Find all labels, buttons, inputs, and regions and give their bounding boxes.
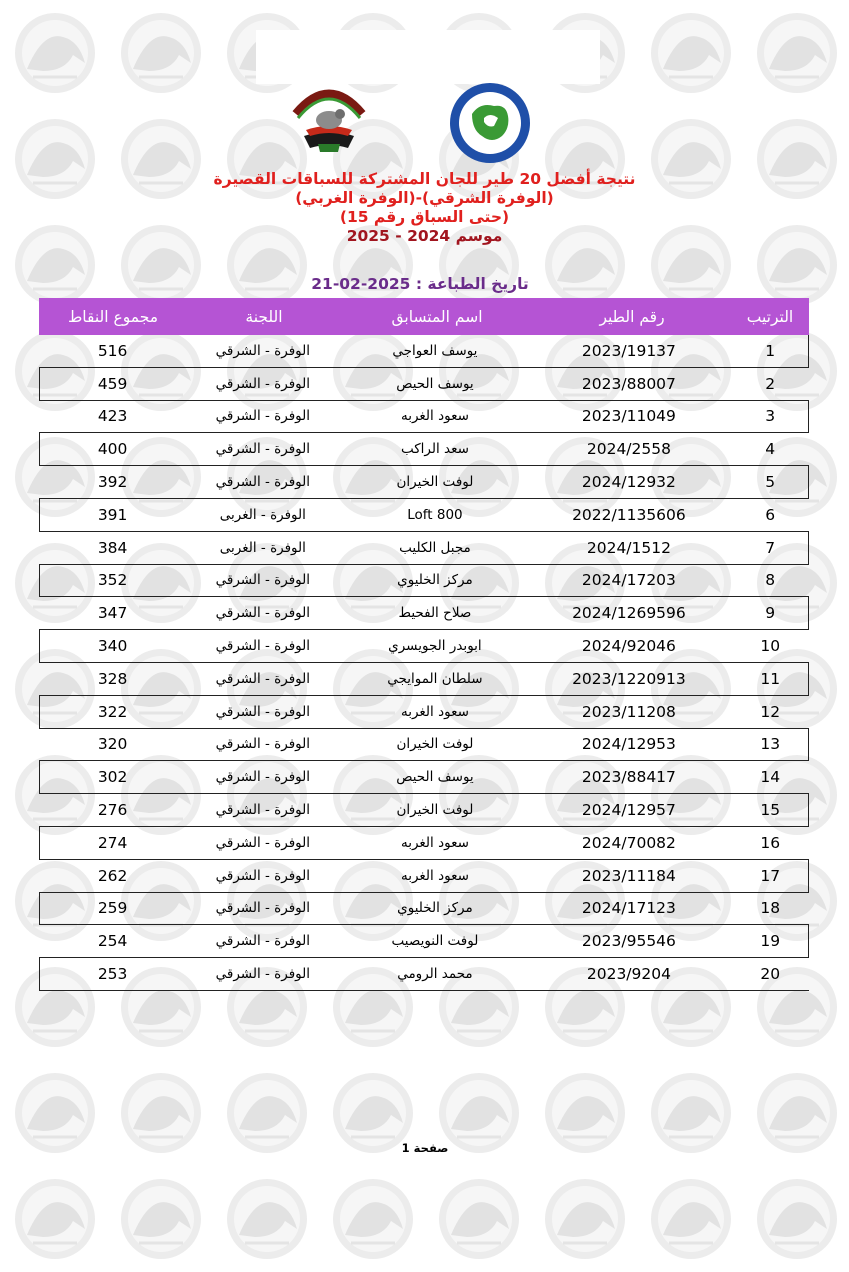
table-body	[39, 335, 809, 991]
cell-total-points: 384	[97, 538, 128, 557]
cell-committee: الوفرة - الشرقي	[215, 802, 310, 819]
cell-rank: 3	[765, 407, 776, 426]
table-row	[39, 860, 809, 893]
row-border	[808, 401, 809, 433]
cell-total-points: 253	[97, 965, 128, 984]
cell-ring-number: 2024/12957	[581, 801, 676, 820]
header-ring: رقم الطير	[599, 307, 665, 326]
row-border	[808, 729, 809, 761]
cell-rank: 19	[760, 932, 781, 951]
kuwait-federation-racing-pigeons-logo	[446, 80, 534, 166]
row-border	[39, 433, 40, 465]
title-line-1: نتيجة أفضل 20 طير للجان المشتركة للسباقات القصيرة	[213, 170, 636, 188]
table-row	[39, 532, 809, 565]
cell-total-points: 347	[97, 604, 128, 623]
print-date: تاريخ الطباعة : 2025-02-21	[311, 275, 529, 293]
kuwait-pigeon-club-logo	[288, 78, 370, 158]
cell-competitor-name: لوفت الخيران	[396, 802, 474, 819]
cell-committee: الوفرة - الشرقي	[215, 375, 310, 392]
cell-total-points: 423	[97, 407, 128, 426]
row-border	[39, 761, 40, 793]
cell-ring-number: 2024/70082	[581, 833, 676, 852]
cell-ring-number: 2023/88417	[581, 768, 676, 787]
row-border	[808, 860, 809, 892]
cell-committee: الوفرة - الشرقي	[215, 933, 310, 950]
cell-committee: الوفرة - الغربى	[219, 539, 306, 556]
cell-total-points: 320	[97, 735, 128, 754]
row-border	[808, 663, 809, 695]
cell-competitor-name: صلاح الفحيط	[398, 605, 472, 622]
header-name: اسم المتسابق	[391, 307, 483, 326]
table-row	[39, 368, 809, 401]
cell-total-points: 340	[97, 637, 128, 656]
table-row	[39, 335, 809, 368]
cell-rank: 4	[765, 440, 776, 459]
cell-total-points: 274	[97, 833, 128, 852]
cell-competitor-name: محمد الرومي	[397, 966, 473, 983]
cell-competitor-name: يوسف الحيص	[396, 769, 474, 786]
cell-rank: 13	[760, 735, 781, 754]
cell-rank: 8	[765, 571, 776, 590]
blank-header-box	[256, 30, 600, 84]
row-border	[39, 630, 40, 662]
row-border	[39, 958, 40, 990]
cell-total-points: 262	[97, 866, 128, 885]
row-border	[808, 794, 809, 826]
cell-competitor-name: لوفت النويصيب	[391, 933, 479, 950]
cell-committee: الوفرة - الشرقي	[215, 834, 310, 851]
cell-rank: 18	[760, 899, 781, 918]
cell-rank: 11	[760, 669, 781, 688]
cell-committee: الوفرة - الشرقي	[215, 638, 310, 655]
cell-ring-number: 2023/95546	[581, 932, 676, 951]
cell-committee: الوفرة - الشرقي	[215, 703, 310, 720]
table-row	[39, 663, 809, 696]
cell-competitor-name: سعود الغربه	[400, 408, 469, 425]
cell-ring-number: 2023/1220913	[572, 669, 686, 688]
table-row	[39, 761, 809, 794]
table-row	[39, 729, 809, 762]
table-row	[39, 696, 809, 729]
table-row	[39, 630, 809, 663]
table-row	[39, 958, 809, 991]
cell-rank: 17	[760, 866, 781, 885]
cell-competitor-name: يوسف العواجي	[392, 342, 478, 359]
table-row	[39, 597, 809, 630]
cell-total-points: 391	[97, 505, 128, 524]
cell-ring-number: 2024/1512	[586, 538, 671, 557]
cell-committee: الوفرة - الشرقي	[215, 572, 310, 589]
cell-committee: الوفرة - الشرقي	[215, 900, 310, 917]
cell-competitor-name: سعود الغربه	[400, 834, 469, 851]
cell-rank: 7	[765, 538, 776, 557]
cell-rank: 15	[760, 801, 781, 820]
cell-total-points: 352	[97, 571, 128, 590]
row-border	[39, 368, 40, 400]
cell-rank: 2	[765, 374, 776, 393]
cell-committee: الوفرة - الشرقي	[215, 670, 310, 687]
cell-ring-number: 2024/12953	[581, 735, 676, 754]
cell-ring-number: 2023/11049	[581, 407, 676, 426]
table-row	[39, 794, 809, 827]
cell-competitor-name: سعود الغربه	[400, 703, 469, 720]
cell-total-points: 328	[97, 669, 128, 688]
cell-committee: الوفرة - الشرقي	[215, 474, 310, 491]
cell-competitor-name: سعود الغربه	[400, 867, 469, 884]
cell-committee: الوفرة - الشرقي	[215, 966, 310, 983]
cell-rank: 6	[765, 505, 776, 524]
cell-ring-number: 2024/92046	[581, 637, 676, 656]
cell-ring-number: 2023/11208	[581, 702, 676, 721]
cell-rank: 12	[760, 702, 781, 721]
cell-rank: 5	[765, 473, 776, 492]
cell-rank: 14	[760, 768, 781, 787]
cell-ring-number: 2024/17203	[581, 571, 676, 590]
cell-ring-number: 2023/11184	[581, 866, 676, 885]
cell-competitor-name: ابوبدر الجويسري	[388, 638, 482, 655]
header-committee: اللجنة	[245, 307, 283, 326]
cell-ring-number: 2024/17123	[581, 899, 676, 918]
row-border	[39, 696, 40, 728]
table-row	[39, 499, 809, 532]
cell-ring-number: 2024/12932	[581, 473, 676, 492]
cell-total-points: 259	[97, 899, 128, 918]
row-border	[808, 466, 809, 498]
season-line: موسم 2024 - 2025	[346, 227, 503, 245]
cell-competitor-name: سلطان الموايجي	[387, 670, 483, 687]
row-border	[39, 827, 40, 859]
cell-competitor-name: Loft 800	[407, 506, 463, 523]
cell-total-points: 459	[97, 374, 128, 393]
row-border	[808, 532, 809, 564]
cell-committee: الوفرة - الشرقي	[215, 408, 310, 425]
table-header-row	[39, 298, 809, 335]
title-line-3: (حتى السباق رقم 15)	[339, 208, 510, 226]
table-row	[39, 466, 809, 499]
table-row	[39, 893, 809, 926]
page-number: صفحة 1	[401, 1141, 449, 1155]
cell-rank: 1	[765, 341, 776, 360]
cell-ring-number: 2024/2558	[586, 440, 671, 459]
row-border	[39, 565, 40, 597]
cell-competitor-name: مركز الخليوي	[397, 572, 473, 589]
cell-total-points: 254	[97, 932, 128, 951]
cell-rank: 9	[765, 604, 776, 623]
cell-rank: 10	[760, 637, 781, 656]
cell-total-points: 322	[97, 702, 128, 721]
row-border	[808, 925, 809, 957]
cell-total-points: 400	[97, 440, 128, 459]
cell-competitor-name: لوفت الخيران	[396, 474, 474, 491]
table-row	[39, 565, 809, 598]
row-border	[808, 335, 809, 367]
cell-committee: الوفرة - الشرقي	[215, 441, 310, 458]
cell-total-points: 276	[97, 801, 128, 820]
cell-committee: الوفرة - الشرقي	[215, 605, 310, 622]
cell-ring-number: 2023/88007	[581, 374, 676, 393]
cell-total-points: 392	[97, 473, 128, 492]
cell-rank: 16	[760, 833, 781, 852]
cell-competitor-name: يوسف الحيص	[396, 375, 474, 392]
row-border	[39, 499, 40, 531]
cell-committee: الوفرة - الغربى	[219, 506, 306, 523]
cell-ring-number: 2023/19137	[581, 341, 676, 360]
cell-total-points: 516	[97, 341, 128, 360]
title-line-2: (الوفرة الشرقي)-(الوفرة الغربي)	[295, 189, 554, 207]
cell-total-points: 302	[97, 768, 128, 787]
row-border	[39, 893, 40, 925]
row-border	[808, 597, 809, 629]
cell-ring-number: 2022/1135606	[572, 505, 686, 524]
cell-competitor-name: سعد الراكب	[400, 441, 469, 458]
table-row	[39, 925, 809, 958]
cell-ring-number: 2023/9204	[586, 965, 671, 984]
cell-competitor-name: مركز الخليوي	[397, 900, 473, 917]
cell-competitor-name: لوفت الخيران	[396, 736, 474, 753]
table-row	[39, 433, 809, 466]
document-titles	[0, 170, 849, 246]
table-row	[39, 401, 809, 434]
cell-committee: الوفرة - الشرقي	[215, 867, 310, 884]
cell-competitor-name: مجبل الكليب	[399, 539, 471, 556]
cell-committee: الوفرة - الشرقي	[215, 769, 310, 786]
header-points: مجموع النقاط	[67, 307, 159, 326]
results-table	[39, 298, 809, 991]
cell-rank: 20	[760, 965, 781, 984]
table-row	[39, 827, 809, 860]
cell-ring-number: 2024/1269596	[572, 604, 686, 623]
cell-committee: الوفرة - الشرقي	[215, 342, 310, 359]
cell-committee: الوفرة - الشرقي	[215, 736, 310, 753]
header-rank: الترتيب	[746, 307, 794, 326]
